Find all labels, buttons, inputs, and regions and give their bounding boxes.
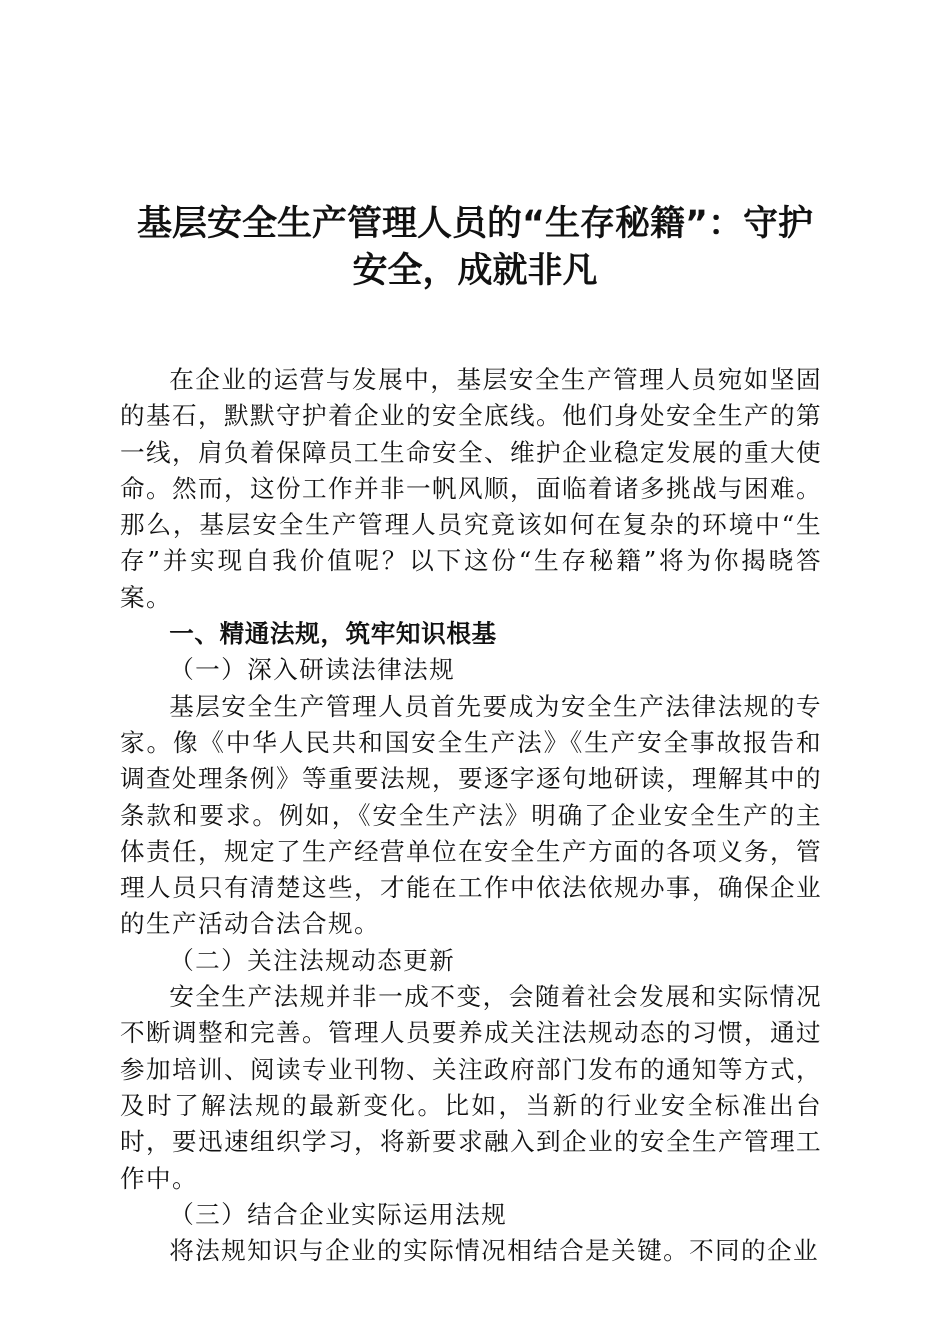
document-title-line-2: 安全，成就非凡	[352, 251, 598, 291]
document-title-line-1: 基层安全生产管理人员的“生存秘籍”：守护	[136, 204, 813, 244]
body-paragraph: 安全生产法规并非一成不变，会随着社会发展和实际情况不断调整和完善。管理人员要养成关注法规动态的习惯，通过参加培训、阅读专业刊物、关注政府部门发布的通知等方式，及时了解法规的最新变化。比如，当新的行业安全标准出台时，要迅速组织学习，将新要求融入到企业的安全生产管理工作中。	[120, 982, 822, 1193]
document-body	[120, 362, 822, 1269]
subsection-heading: （三）结合企业实际运用法规	[169, 1199, 508, 1229]
section-heading: 一、精通法规，筑牢知识根基	[169, 619, 497, 649]
intro-paragraph: 在企业的运营与发展中，基层安全生产管理人员宛如坚固的基石，默默守护着企业的安全底线。他们身处安全生产的第一线，肩负着保障员工生命安全、维护企业稳定发展的重大使命。然而，这份工作并非一帆风顺，面临着诸多挑战与困难。那么，基层安全生产管理人员究竟该如何在复杂的环境中“生存”并实现自我价值呢？以下这份“生存秘籍”将为你揭晓答案。	[120, 365, 822, 612]
subsection-heading: （一）深入研读法律法规	[169, 655, 456, 685]
subsection-heading: （二）关注法规动态更新	[169, 945, 456, 975]
body-paragraph: 将法规知识与企业的实际情况相结合是关键。不同的企业	[169, 1236, 820, 1266]
body-paragraph: 基层安全生产管理人员首先要成为安全生产法律法规的专家。像《中华人民共和国安全生产法》《生产安全事故报告和调查处理条例》等重要法规，要逐字逐句地研读，理解其中的条款和要求。例如，《安全生产法》明确了企业安全生产的主体责任，规定了生产经营单位在安全生产方面的各项义务，管理人员只有清楚这些，才能在工作中依法依规办事，确保企业的生产活动合法合规。	[120, 691, 822, 939]
